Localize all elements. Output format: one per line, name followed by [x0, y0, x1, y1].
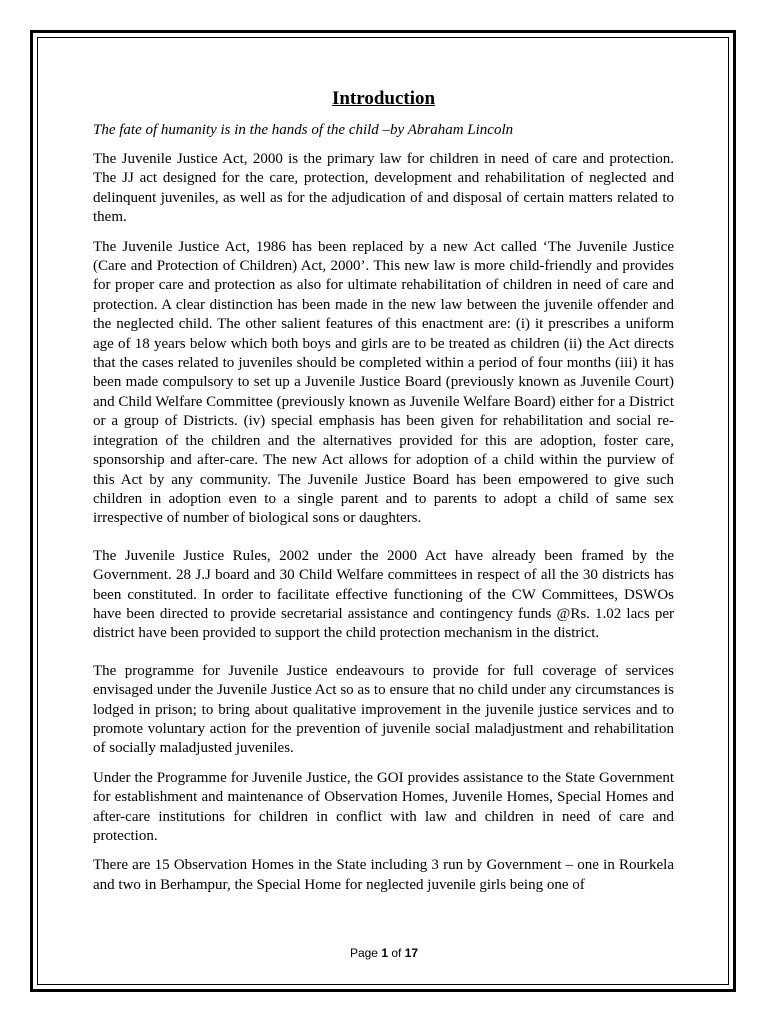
paragraph-1: The Juvenile Justice Act, 2000 is the primary law for children in need of care and protection. The JJ act designed for the care, protection, development and rehabilitation of neglected and delinquent juveniles, as well as for the adjudication of and disposal of certain matters related to them.: [93, 151, 674, 226]
paragraph-3: The Juvenile Justice Rules, 2002 under the 2000 Act have already been framed by the Government. 28 J.J board and 30 Child Welfare committees in respect of all the 30 districts has been constituted. In order to facilitate effective functioning of the CW Committees, DSWOs have been directed to provide secretarial assistance and contingency funds @Rs. 1.02 lacs per district have been provided to support the child protection mechanism in the district.: [93, 547, 674, 642]
total-pages-number: 17: [404, 946, 419, 960]
current-page-number: 1: [381, 946, 388, 960]
document-body: [93, 86, 674, 905]
page-number-footer: [0, 946, 768, 960]
of-word: of: [391, 946, 402, 960]
paragraph-4: The programme for Juvenile Justice endeavours to provide for full coverage of services envisaged under the Juvenile Justice Act so as to ensure that no child under any circumstances is lodged in prison; to bring about qualitative improvement in the juvenile justice services and to promote voluntary action for the prevention of juvenile social maladjustment and rehabilitation of socially maladjusted juveniles.: [93, 662, 674, 757]
page-word: Page: [349, 946, 378, 960]
page-title: Introduction: [331, 88, 436, 109]
paragraph-6: There are 15 Observation Homes in the State including 3 run by Government – one in Rourkela and two in Berhampur, the Special Home for neglected juvenile girls being one of: [93, 857, 674, 893]
paragraph-2: The Juvenile Justice Act, 1986 has been replaced by a new Act called ‘The Juvenile Justice (Care and Protection of Children) Act, 2000’. This new law is more child-friendly and provides for proper care and protection as also for ultimate rehabilitation of children in need of care and protection. A clear distinction has been made in the new law between the juvenile offender and the neglected child. The other salient features of this enactment are: (i) it prescribes a uniform age of 18 years below which both boys and girls are to be treated as children (ii) the Act directs that the cases related to juveniles should be completed within a period of four months (iii) it has been made compulsory to set up a Juvenile Justice Board (previously known as Juvenile Court) and Child Welfare Committee (previously known as Juvenile Welfare Board) either for a District or a group of Districts. (iv) special emphasis has been given for rehabilitation and social re-integration of the children and the alternatives provided for this are adoption, foster care, sponsorship and after-care. The new Act allows for adoption of a child within the purview of this Act by any community. The Juvenile Justice Board has been empowered to give such children in adoption even to a single parent and to parents to adopt a child of same sex irrespective of number of biological sons or daughters.: [93, 238, 674, 527]
epigraph-quote: The fate of humanity is in the hands of the child –by Abraham Lincoln: [93, 122, 514, 138]
paragraph-5: Under the Programme for Juvenile Justice, the GOI provides assistance to the State Government for establishment and maintenance of Observation Homes, Juvenile Homes, Special Homes and after-care institutions for children in conflict with law and children in need of care and protection.: [93, 769, 674, 844]
